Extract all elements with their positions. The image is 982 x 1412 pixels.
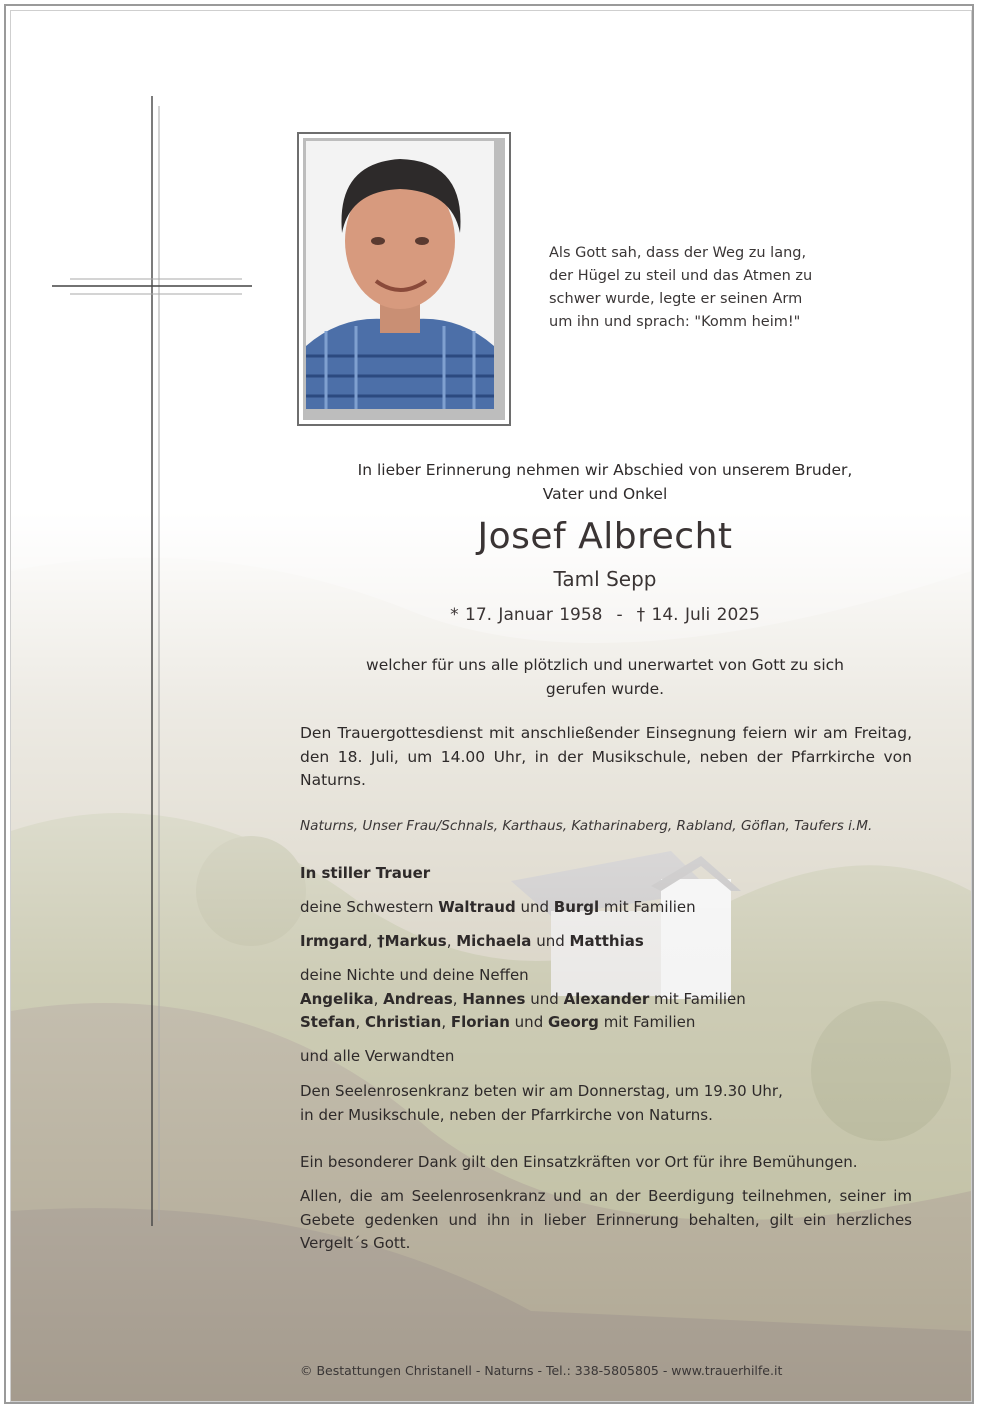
nieces-intro: deine Nichte und deine Neffen <box>300 966 529 984</box>
portrait-photo <box>306 141 494 409</box>
conjunction: und <box>525 989 564 1008</box>
mourner-name: Burgl <box>553 898 600 916</box>
rosary-line: Den Seelenrosenkranz beten wir am Donnerstag, um 19.30 Uhr, <box>300 1082 783 1100</box>
portrait-frame <box>297 132 511 426</box>
cross-icon <box>52 96 252 1226</box>
quote-line: Als Gott sah, dass der Weg zu lang, <box>549 245 807 261</box>
relatives-line: und alle Verwandten <box>300 1047 455 1065</box>
memorial-quote <box>549 242 829 334</box>
sisters-line <box>300 896 912 920</box>
death-date: † 14. Juli 2025 <box>636 605 760 625</box>
sisters-prefix: deine Schwestern <box>300 898 439 916</box>
deceased-name: Josef Albrecht <box>477 516 733 557</box>
thanks-text: Ein besonderer Dank gilt den Einsatzkräften vor Ort für ihre Bemühungen. <box>300 1153 858 1171</box>
mourner-name: Matthias <box>569 932 644 950</box>
called-line: gerufen wurde. <box>545 680 665 698</box>
date-separator: - <box>616 605 623 625</box>
rosary-text <box>300 1080 912 1127</box>
comma: , <box>355 1013 366 1031</box>
comma: , <box>367 932 378 950</box>
intro-line: Vater und Onkel <box>542 485 668 503</box>
called-text <box>320 653 890 701</box>
deceased-nickname: Taml Sepp <box>553 567 657 591</box>
called-line: welcher für uns alle plötzlich und unerwartet von Gott zu sich <box>366 656 844 674</box>
mourner-name: Irmgard <box>300 932 368 950</box>
nephews-row <box>300 988 912 1012</box>
mourner-name: Waltraud <box>438 898 516 916</box>
comma: , <box>452 989 463 1008</box>
mourner-name: Georg <box>547 1013 599 1031</box>
quote-line: der Hügel zu steil und das Atmen zu <box>549 268 813 284</box>
life-dates <box>300 605 910 625</box>
quote-line: um ihn und sprach: "Komm heim!" <box>549 314 801 330</box>
mourner-name: Christian <box>365 1013 442 1031</box>
birth-date: * 17. Januar 1958 <box>450 605 603 625</box>
closing-text: Allen, die am Seelenrosenkranz und an der Beerdigung teilnehmen, seiner im Gebete gedenken und ihn in lieber Erinnerung behalten, gilt ein herzliches Vergelt´s Gott. <box>300 1187 912 1252</box>
intro-line: In lieber Erinnerung nehmen wir Abschied von unserem Bruder, <box>357 461 853 479</box>
intro-text <box>300 458 910 506</box>
mourner-name: †Markus <box>377 932 447 950</box>
mourner-name: Andreas <box>383 989 453 1008</box>
children-line <box>300 930 912 954</box>
conjunction: und <box>509 1013 548 1031</box>
mourner-name: Florian <box>450 1013 510 1031</box>
quote-line: schwer wurde, legte er seinen Arm <box>549 291 803 307</box>
comma: , <box>373 989 384 1008</box>
footer-credit: © Bestattungen Christanell - Naturns - Tel.: 338-5805805 - www.trauerhilfe.it <box>300 1363 783 1378</box>
suffix: mit Familien <box>598 1013 696 1031</box>
comma: , <box>441 1013 451 1031</box>
rosary-line: in der Musikschule, neben der Pfarrkirche von Naturns. <box>300 1105 713 1124</box>
mourner-name: Stefan <box>300 1013 356 1031</box>
conjunction: und <box>531 932 570 950</box>
funeral-service-text: Den Trauergottesdienst mit anschließender Einsegnung feiern wir am Freitag, den 18. Juli, um 14.00 Uhr, in der Musikschule, neben der Pfarrkirche von Naturns. <box>300 724 912 789</box>
mourning-heading-text: In stiller Trauer <box>300 864 431 882</box>
suffix: mit Familien <box>649 989 746 1008</box>
mourner-name: Alexander <box>563 989 650 1008</box>
mourner-name: Hannes <box>462 989 526 1008</box>
nephews-row <box>300 1011 912 1035</box>
mourning-heading <box>300 862 912 886</box>
suffix: mit Familien <box>599 898 696 916</box>
comma: , <box>446 932 457 950</box>
conjunction: und <box>515 898 554 916</box>
places-list: Naturns, Unser Frau/Schnals, Karthaus, Katharinaberg, Rabland, Göflan, Taufers i.M. <box>300 818 873 834</box>
nieces-nephews-block <box>300 964 912 1035</box>
mourner-name: Michaela <box>456 932 532 950</box>
mourner-name: Angelika <box>300 989 374 1008</box>
